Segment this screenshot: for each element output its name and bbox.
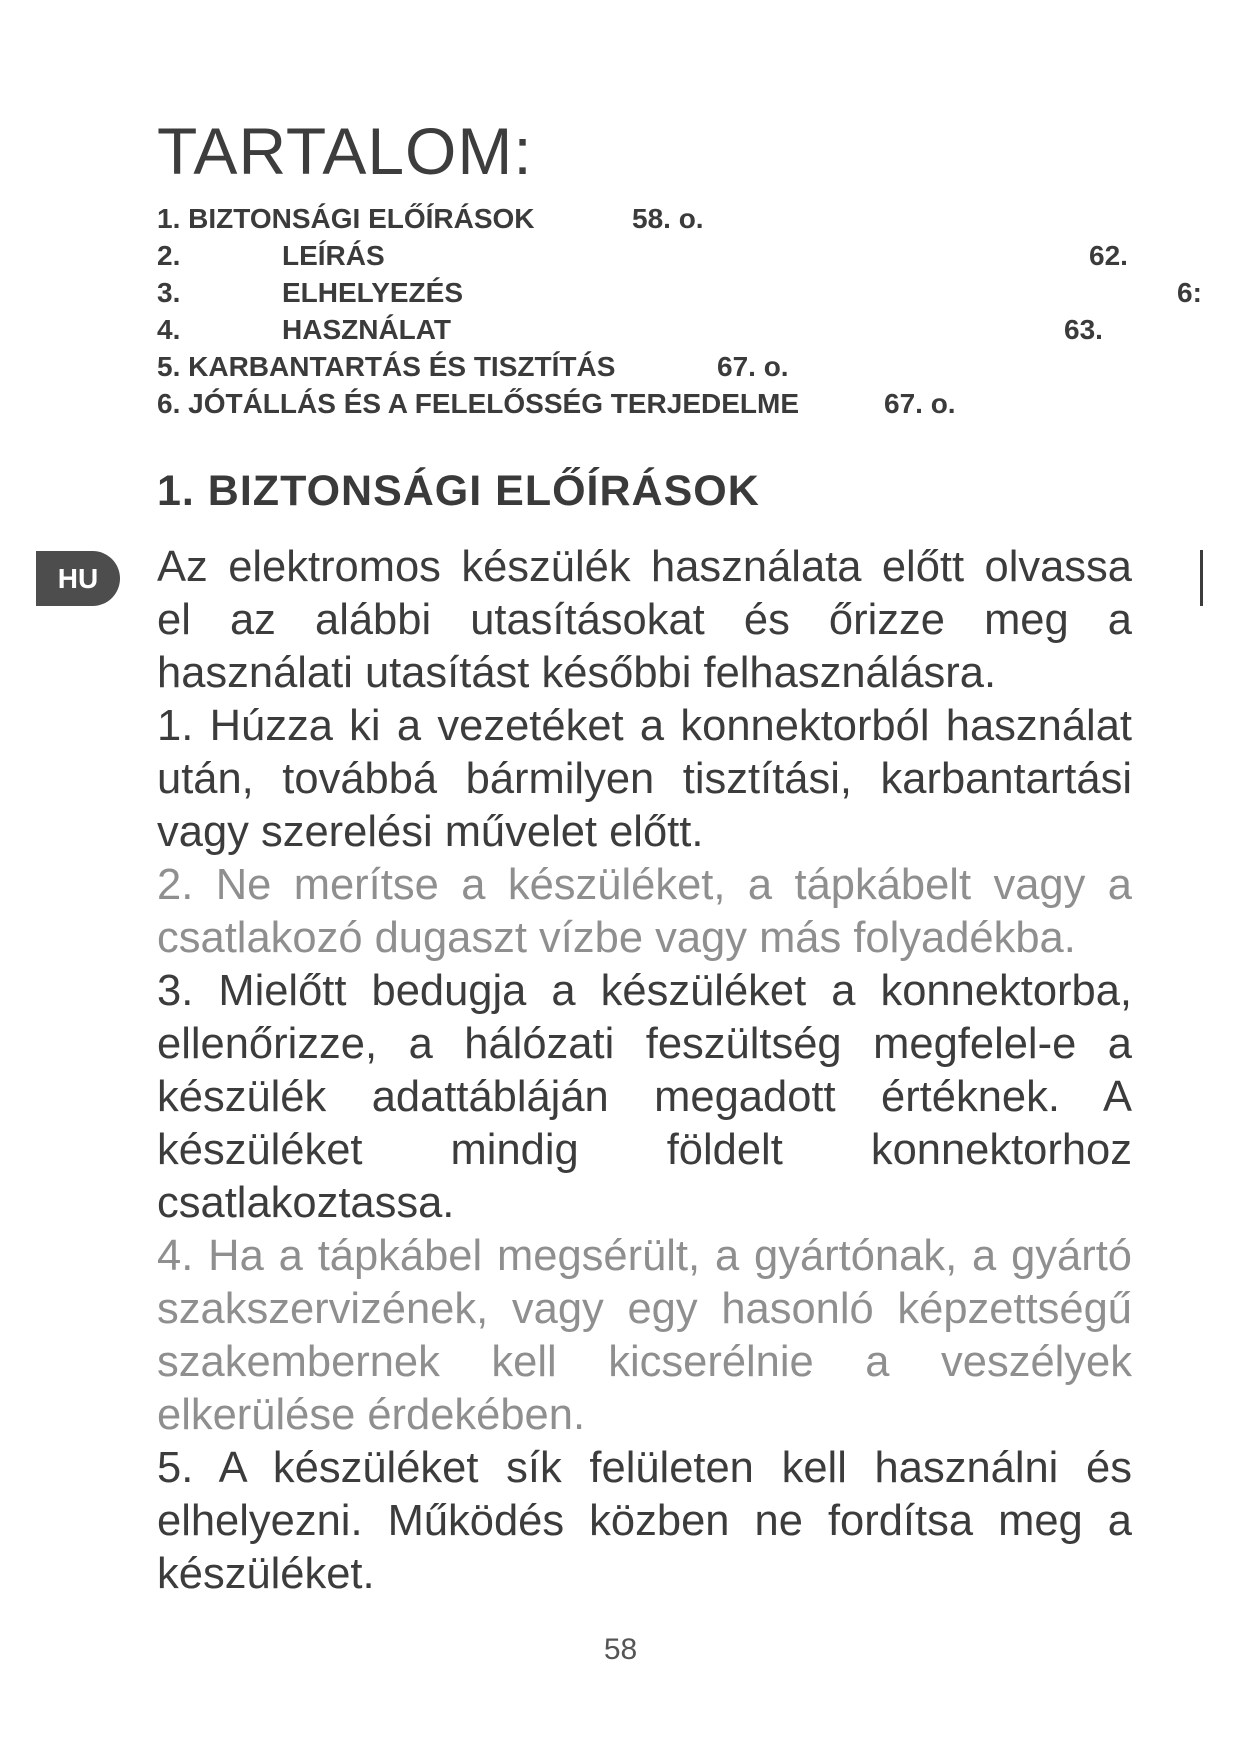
instruction-item: 2. Ne merítse a készüléket, a tápkábelt vagy a csatlakozó dugaszt vízbe vagy más folyadékba. (157, 861, 1132, 962)
page-number: 58 (603, 1633, 638, 1666)
toc-item-page: 67. o. (884, 388, 956, 419)
toc-item-6[interactable] (157, 385, 1241, 422)
toc-item-2[interactable] (157, 237, 1241, 274)
toc-item-number: 6. JÓTÁLLÁS ÉS A FELELŐSSÉG TERJEDELME (157, 388, 800, 419)
toc-item-number: 5. KARBANTARTÁS ÉS TISZTÍTÁS (157, 351, 616, 382)
instruction-item: 4. Ha a tápkábel megsérült, a gyártónak, a gyártó szakszervizének, vagy egy hasonló képzettségű szakembernek kell kicserélnie a veszélyek elkerülése érdekében. (157, 1232, 1132, 1439)
toc-item-3[interactable] (157, 274, 1241, 311)
toc-item-number: 1. BIZTONSÁGI ELŐÍRÁSOK (157, 203, 535, 234)
language-tab: HU (36, 551, 120, 606)
instruction-item: 1. Húzza ki a vezetéket a konnektorból használat után, továbbá bármilyen tisztítási, karbantartási vagy szerelési művelet előtt. (157, 702, 1132, 856)
toc-item-number: 4. (157, 314, 181, 345)
toc-item-label: HASZNÁLAT (282, 314, 452, 345)
toc-item-page: 67. o. (717, 351, 789, 382)
intro-paragraph: Az elektromos készülék használata előtt olvassa el az alábbi utasításokat és őrizze meg a használati utasítást későbbi felhasználásra. (157, 543, 1132, 697)
toc-item-1[interactable] (157, 200, 1241, 237)
toc-item-page: 62. (1089, 240, 1128, 271)
instruction-item: 5. A készüléket sík felületen kell használni és elhelyezni. Működés közben ne fordítsa meg a készüléket. (157, 1444, 1132, 1598)
toc-item-page: 58. o. (632, 203, 704, 234)
toc-item-number: 2. (157, 240, 181, 271)
page-edge-marker (1200, 550, 1203, 606)
toc-item-4[interactable] (157, 311, 1241, 348)
toc-item-page: 6: (1177, 277, 1202, 308)
contents-title: TARTALOM: (157, 114, 533, 188)
instruction-item: 3. Mielőtt bedugja a készüléket a konnektorba, ellenőrizze, a hálózati feszültség megfelel-e a készülék adattábláján megadott értéknek. A készüléket mindig földelt konnektorhoz csatlakoztassa. (157, 967, 1132, 1227)
toc-item-label: LEÍRÁS (282, 240, 385, 271)
table-of-contents (157, 200, 1241, 422)
safety-instructions (157, 541, 1132, 1601)
toc-item-5[interactable] (157, 348, 1241, 385)
toc-item-number: 3. (157, 277, 181, 308)
toc-item-page: 63. (1064, 314, 1103, 345)
section-heading: 1. BIZTONSÁGI ELŐÍRÁSOK (157, 467, 760, 515)
toc-item-label: ELHELYEZÉS (282, 277, 464, 308)
